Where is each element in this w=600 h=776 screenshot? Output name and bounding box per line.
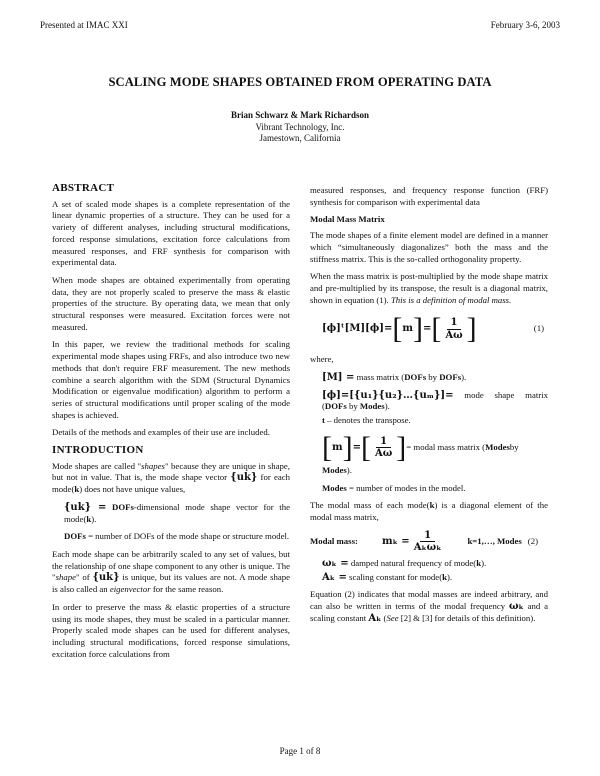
M-definition: [M] = mass matrix (DOFs by DOFs). — [322, 372, 467, 384]
header-right: February 3-6, 2003 — [490, 20, 560, 30]
abstract-paragraph: A set of scaled mode shapes is a complete representation of the linear dynamic properties of a structure. They can be used for a variety of different analyses, including structural modifications, forced response simulations, excitation force calculations from measured responses, and FRF synthesis for comparison with experimental data. — [52, 198, 290, 268]
A-definition: Aₖ = scaling constant for mode(k). — [322, 571, 453, 583]
right-column: measured responses, and frequency response function (FRF) synthesis for comparison with experimental data Modal Mass Matrix The mode shapes of a finite element model are defined in a manner which “simultaneously diagonalizes” both the mass and the stiffness matrix. This is the so-called orthogonality property. When the mass matrix is post-multiplied by the mode shape matrix and pre-multiplied by its transpose, the result is a diagonal matrix, shown in equation (1). This is a definition of modal mass. [ϕ]ᵗ[M][ϕ]= [ m ] = [ $\frac{1}{A\omega}$ ] (1) where, [M] = mass matrix (DOFs by DOFs). [ϕ]=[{u₁}{u₂}…{uₘ}]= mode shape matrix (DOFs by Modes). t – denotes the transpose. [ m ] = [ $\frac{1}{A\omega}$ ] = modal mass matrix ( Modes by Modes). Modes = number of modes in the model. The modal mass of each mode(k) is a diagonal element of the modal mass matrix, Modal mass: mₖ = $\frac{1}{\text{Aₖωₖ}}$ k=1,…, Modes (2) ωₖ = damped natural frequency of mode(k). Aₖ = scaling constant for mode(k). Equation (2) indicates that modal masses are indeed arbitrary, and can also be written in terms of the modal frequency ωₖ and a scaling constant Aₖ (See [2] & [3] for details of this definition). — [310, 185, 548, 624]
authors-block — [0, 110, 600, 145]
body-paragraph: The modal mass of each mode(k) is a diagonal element of the modal mass matrix, — [310, 500, 548, 522]
author-names: Brian Schwarz & Mark Richardson — [231, 110, 369, 120]
uk-definition: {uk} = DOFs-dimensional mode shape vector for the mode(k). — [64, 501, 290, 524]
dofs-definition: DOFs = number of DOFs of the mode shape or structure model. — [64, 531, 290, 542]
equation-1: [ϕ]ᵗ[M][ϕ]= [ m ] = [ $\frac{1}{A\omega}$ ] (1) — [322, 312, 544, 346]
page-footer: Page 1 of 8 — [279, 746, 321, 756]
abstract-heading: ABSTRACT — [52, 182, 115, 194]
author-org: Vibrant Technology, Inc. — [255, 121, 345, 132]
abstract-paragraph: When mode shapes are obtained experimentally from operating data, they are not properly scaled to preserve the mass & elastic properties of the structure. By operating data, we mean that only structural responses were measured. Excitation forces were not measured. — [52, 274, 290, 332]
author-location: Jamestown, California — [259, 133, 341, 143]
intro-paragraph: Mode shapes are called "shapes" because they are unique in shape, but not in value. That is, the mode shape vector {uk} for each mode(k) does not have unique values, — [52, 460, 291, 495]
modal-mass-matrix-definition: [ m ] = [ $\frac{1}{A\omega}$ ] = modal mass matrix ( Modes by — [322, 430, 519, 464]
phi-definition: [ϕ]=[{u₁}{u₂}…{uₘ}]= mode shape matrix (DOFs by Modes). — [322, 389, 548, 412]
left-column — [52, 183, 290, 666]
continued-paragraph: measured responses, and frequency response function (FRF) synthesis for comparison with experimental data — [310, 185, 548, 207]
paper-title: SCALING MODE SHAPES OBTAINED FROM OPERATING DATA — [108, 75, 492, 89]
where-text: where, — [310, 354, 334, 365]
abstract-paragraph: In this paper, we review the traditional methods for scaling experimental mode shapes using FRFs, and also introduce two new methods that don't require FRF measurement. The new methods combine a search algorithm with the SDM (Structural Dynamics Modification or eigenvalue modification) algorithm to perform a series of structural modifications until proper scaling of the mode shapes is achieved. — [52, 339, 290, 420]
equation-2: Modal mass: mₖ = $\frac{1}{\text{Aₖωₖ}}$ k=1,…, Modes (2) — [310, 529, 538, 554]
intro-paragraph: Each mode shape can be arbitrarily scaled to any set of values, but the relationship of one shape component to any other is unique. The "shape" of {uk} is unique, but its values are not. A mode shape is also called an eigenvector for the same reason. — [52, 548, 290, 595]
modal-mass-heading: Modal Mass Matrix — [310, 214, 385, 225]
equation-number: (1) — [533, 323, 544, 334]
body-paragraph: When the mass matrix is post-multiplied by the mode shape matrix and pre-multiplied by its transpose, the result is a diagonal matrix, shown in equation (1). This is a definition of modal mass. — [310, 271, 548, 305]
header-left: Presented at IMAC XXI — [40, 20, 128, 30]
intro-heading: INTRODUCTION — [52, 444, 144, 457]
body-paragraph: Equation (2) indicates that modal masses are indeed arbitrary, and can also be written in terms of the modal frequency ωₖ and a scaling constant Aₖ (See [2] & [3] for details of this definition). — [310, 589, 548, 624]
omega-definition: ωₖ = damped natural frequency of mode(k). — [322, 558, 487, 570]
intro-paragraph: In order to preserve the mass & elastic properties of a structure using its mode shapes, they must be scaled in a particular manner. Properly scaled mode shapes can be used for different analyses, including structural modifications, forced response simulations, excitation force calculations from — [52, 601, 290, 659]
t-definition: t – denotes the transpose. — [322, 415, 411, 426]
body-paragraph: The mode shapes of a finite element model are defined in a manner which “simultaneously diagonalizes” both the mass and the stiffness matrix. This is the so-called orthogonality property. — [310, 230, 548, 264]
abstract-paragraph: Details of the methods and examples of their use are included. — [52, 427, 270, 438]
modes-definition: Modes = number of modes in the model. — [322, 482, 466, 493]
